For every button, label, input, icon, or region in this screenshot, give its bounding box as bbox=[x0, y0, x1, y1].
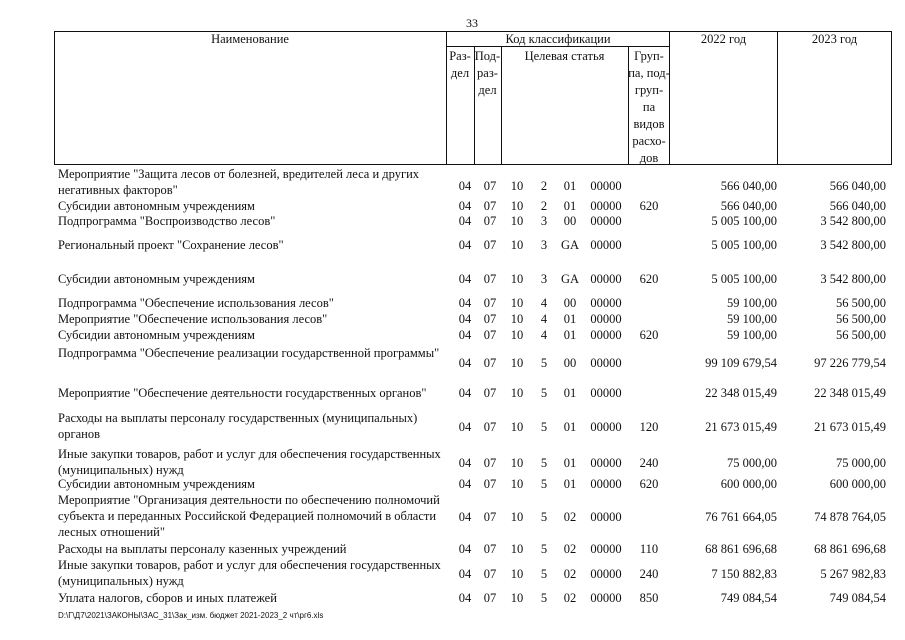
amount-2022-cell: 76 761 664,05 bbox=[705, 510, 777, 524]
amount-2023-cell: 3 542 800,00 bbox=[820, 238, 886, 252]
table-header bbox=[54, 31, 892, 165]
amount-2022-cell: 59 100,00 bbox=[727, 328, 777, 342]
target-direction-cell: 00000 bbox=[590, 510, 622, 524]
target-event-cell: 01 bbox=[563, 456, 577, 470]
target-event-cell: GA bbox=[560, 272, 580, 286]
target-direction-cell: 00000 bbox=[590, 214, 622, 228]
row-name: Региональный проект "Сохранение лесов" bbox=[58, 238, 284, 252]
row-name: Субсидии автономным учреждениям bbox=[58, 477, 255, 491]
podrazdel-cell: 07 bbox=[483, 542, 497, 556]
razdel-cell: 04 bbox=[458, 328, 472, 342]
table-row bbox=[0, 166, 905, 198]
target-direction-cell: 00000 bbox=[590, 272, 622, 286]
target-program-cell: 10 bbox=[510, 420, 524, 434]
amount-2023-cell: 75 000,00 bbox=[836, 456, 886, 470]
target-event-cell: GA bbox=[560, 238, 580, 252]
target-event-cell: 01 bbox=[563, 179, 577, 193]
target-program-cell: 10 bbox=[510, 179, 524, 193]
target-program-cell: 10 bbox=[510, 386, 524, 400]
target-subprogram-cell: 5 bbox=[540, 510, 548, 524]
amount-2022-cell: 5 005 100,00 bbox=[711, 214, 777, 228]
target-subprogram-cell: 4 bbox=[540, 312, 548, 326]
table-row bbox=[0, 345, 905, 377]
table-row bbox=[0, 271, 905, 287]
target-subprogram-cell: 4 bbox=[540, 328, 548, 342]
razdel-cell: 04 bbox=[458, 199, 472, 213]
expense-group-cell: 110 bbox=[639, 542, 659, 556]
target-program-cell: 10 bbox=[510, 567, 524, 581]
file-path-footer: D:\Г\Д7\2021\ЗАКОНЫ\ЗАС_31\Зак_изм. бюджет 2021-2023_2 чт\рг6.xls bbox=[58, 611, 324, 620]
target-event-cell: 01 bbox=[563, 420, 577, 434]
target-subprogram-cell: 5 bbox=[540, 542, 548, 556]
amount-2023-cell: 5 267 982,83 bbox=[820, 567, 886, 581]
target-subprogram-cell: 3 bbox=[540, 238, 548, 252]
expense-group-cell: 240 bbox=[639, 456, 659, 470]
razdel-cell: 04 bbox=[458, 456, 472, 470]
razdel-cell: 04 bbox=[458, 477, 472, 491]
razdel-cell: 04 bbox=[458, 591, 472, 605]
amount-2022-cell: 600 000,00 bbox=[720, 477, 777, 491]
podrazdel-cell: 07 bbox=[483, 477, 497, 491]
table-row bbox=[0, 385, 905, 401]
podrazdel-cell: 07 bbox=[483, 296, 497, 310]
target-program-cell: 10 bbox=[510, 214, 524, 228]
target-direction-cell: 00000 bbox=[590, 199, 622, 213]
target-program-cell: 10 bbox=[510, 296, 524, 310]
target-event-cell: 00 bbox=[563, 296, 577, 310]
table-row bbox=[0, 295, 905, 311]
podrazdel-cell: 07 bbox=[483, 510, 497, 524]
target-subprogram-cell: 2 bbox=[540, 199, 548, 213]
podrazdel-cell: 07 bbox=[483, 199, 497, 213]
table-row bbox=[0, 311, 905, 327]
target-event-cell: 00 bbox=[563, 356, 577, 370]
amount-2022-cell: 99 109 679,54 bbox=[705, 356, 777, 370]
target-direction-cell: 00000 bbox=[590, 456, 622, 470]
target-event-cell: 01 bbox=[563, 328, 577, 342]
target-subprogram-cell: 5 bbox=[540, 420, 548, 434]
expense-group-cell: 620 bbox=[639, 199, 659, 213]
table-row bbox=[0, 541, 905, 557]
header-name: Наименование bbox=[211, 32, 289, 46]
amount-2023-cell: 749 084,54 bbox=[829, 591, 886, 605]
target-subprogram-cell: 3 bbox=[540, 214, 548, 228]
razdel-cell: 04 bbox=[458, 542, 472, 556]
table-row bbox=[0, 198, 905, 214]
target-subprogram-cell: 5 bbox=[540, 356, 548, 370]
target-direction-cell: 00000 bbox=[590, 238, 622, 252]
header-podrazdel: Под- раз- дел bbox=[474, 49, 501, 97]
target-direction-cell: 00000 bbox=[590, 312, 622, 326]
target-subprogram-cell: 4 bbox=[540, 296, 548, 310]
row-name: Субсидии автономным учреждениям bbox=[58, 199, 255, 213]
page-number: 33 bbox=[466, 16, 478, 30]
row-name: Расходы на выплаты персоналу казенных учреждений bbox=[58, 542, 347, 556]
target-program-cell: 10 bbox=[510, 199, 524, 213]
target-direction-cell: 00000 bbox=[590, 542, 622, 556]
expense-group-cell: 620 bbox=[639, 328, 659, 342]
podrazdel-cell: 07 bbox=[483, 238, 497, 252]
razdel-cell: 04 bbox=[458, 179, 472, 193]
target-program-cell: 10 bbox=[510, 238, 524, 252]
table-row bbox=[0, 557, 905, 589]
target-direction-cell: 00000 bbox=[590, 420, 622, 434]
table-row bbox=[0, 492, 905, 540]
target-subprogram-cell: 5 bbox=[540, 477, 548, 491]
target-event-cell: 01 bbox=[563, 386, 577, 400]
row-name: Субсидии автономным учреждениям bbox=[58, 328, 255, 342]
table-row bbox=[0, 410, 905, 442]
podrazdel-cell: 07 bbox=[483, 272, 497, 286]
podrazdel-cell: 07 bbox=[483, 386, 497, 400]
target-direction-cell: 00000 bbox=[590, 356, 622, 370]
header-target: Целевая статья bbox=[524, 49, 605, 63]
row-name: Уплата налогов, сборов и иных платежей bbox=[58, 591, 277, 605]
target-subprogram-cell: 5 bbox=[540, 386, 548, 400]
table-row bbox=[0, 446, 905, 478]
target-direction-cell: 00000 bbox=[590, 477, 622, 491]
podrazdel-cell: 07 bbox=[483, 312, 497, 326]
target-direction-cell: 00000 bbox=[590, 296, 622, 310]
amount-2023-cell: 21 673 015,49 bbox=[814, 420, 886, 434]
row-name: Иные закупки товаров, работ и услуг для обеспечения государственных (муниципальных) нужд bbox=[58, 447, 441, 477]
amount-2022-cell: 566 040,00 bbox=[720, 179, 777, 193]
target-direction-cell: 00000 bbox=[590, 386, 622, 400]
table-row bbox=[0, 327, 905, 343]
target-program-cell: 10 bbox=[510, 312, 524, 326]
amount-2023-cell: 56 500,00 bbox=[836, 312, 886, 326]
expense-group-cell: 240 bbox=[639, 567, 659, 581]
row-name: Иные закупки товаров, работ и услуг для обеспечения государственных (муниципальных) нужд bbox=[58, 558, 441, 588]
expense-group-cell: 620 bbox=[639, 272, 659, 286]
header-classification: Код классификации bbox=[505, 32, 611, 46]
amount-2022-cell: 68 861 696,68 bbox=[705, 542, 777, 556]
target-direction-cell: 00000 bbox=[590, 591, 622, 605]
amount-2023-cell: 22 348 015,49 bbox=[814, 386, 886, 400]
header-bottom-line bbox=[54, 164, 892, 165]
razdel-cell: 04 bbox=[458, 386, 472, 400]
razdel-cell: 04 bbox=[458, 272, 472, 286]
target-program-cell: 10 bbox=[510, 591, 524, 605]
row-name: Подпрограмма "Воспроизводство лесов" bbox=[58, 214, 276, 228]
podrazdel-cell: 07 bbox=[483, 456, 497, 470]
table-row bbox=[0, 476, 905, 492]
target-event-cell: 01 bbox=[563, 199, 577, 213]
amount-2022-cell: 5 005 100,00 bbox=[711, 272, 777, 286]
target-program-cell: 10 bbox=[510, 456, 524, 470]
razdel-cell: 04 bbox=[458, 214, 472, 228]
target-direction-cell: 00000 bbox=[590, 328, 622, 342]
razdel-cell: 04 bbox=[458, 238, 472, 252]
row-name: Мероприятие "Организация деятельности по обеспечению полномочий субъекта и переданных Российской Федерацией полномочий в области лесных отношений" bbox=[58, 493, 440, 539]
target-subprogram-cell: 5 bbox=[540, 591, 548, 605]
razdel-cell: 04 bbox=[458, 296, 472, 310]
target-direction-cell: 00000 bbox=[590, 179, 622, 193]
header-divider-y1 bbox=[777, 31, 778, 165]
razdel-cell: 04 bbox=[458, 567, 472, 581]
amount-2022-cell: 59 100,00 bbox=[727, 312, 777, 326]
header-group: Груп- па, под- груп- па видов расхо- дов bbox=[628, 49, 670, 165]
amount-2022-cell: 7 150 882,83 bbox=[711, 567, 777, 581]
target-direction-cell: 00000 bbox=[590, 567, 622, 581]
row-name: Расходы на выплаты персоналу государственных (муниципальных) органов bbox=[58, 411, 418, 441]
podrazdel-cell: 07 bbox=[483, 356, 497, 370]
podrazdel-cell: 07 bbox=[483, 214, 497, 228]
amount-2022-cell: 75 000,00 bbox=[727, 456, 777, 470]
razdel-cell: 04 bbox=[458, 420, 472, 434]
razdel-cell: 04 bbox=[458, 312, 472, 326]
amount-2023-cell: 68 861 696,68 bbox=[814, 542, 886, 556]
expense-group-cell: 620 bbox=[639, 477, 659, 491]
target-event-cell: 02 bbox=[563, 542, 577, 556]
target-subprogram-cell: 5 bbox=[540, 567, 548, 581]
target-event-cell: 02 bbox=[563, 567, 577, 581]
target-event-cell: 00 bbox=[563, 214, 577, 228]
header-razdel: Раз- дел bbox=[449, 49, 471, 80]
row-name: Мероприятие "Обеспечение использования лесов" bbox=[58, 312, 328, 326]
row-name: Подпрограмма "Обеспечение использования лесов" bbox=[58, 296, 334, 310]
target-program-cell: 10 bbox=[510, 328, 524, 342]
header-right-line bbox=[891, 31, 892, 165]
amount-2023-cell: 600 000,00 bbox=[829, 477, 886, 491]
row-name: Субсидии автономным учреждениям bbox=[58, 272, 255, 286]
podrazdel-cell: 07 bbox=[483, 179, 497, 193]
amount-2023-cell: 56 500,00 bbox=[836, 296, 886, 310]
table-row bbox=[0, 213, 905, 229]
header-year-2023: 2023 год bbox=[811, 32, 858, 46]
razdel-cell: 04 bbox=[458, 356, 472, 370]
header-year-2022: 2022 год bbox=[700, 32, 747, 46]
amount-2023-cell: 56 500,00 bbox=[836, 328, 886, 342]
target-program-cell: 10 bbox=[510, 542, 524, 556]
target-program-cell: 10 bbox=[510, 510, 524, 524]
target-program-cell: 10 bbox=[510, 356, 524, 370]
amount-2022-cell: 749 084,54 bbox=[720, 591, 777, 605]
podrazdel-cell: 07 bbox=[483, 567, 497, 581]
expense-group-cell: 850 bbox=[639, 591, 659, 605]
podrazdel-cell: 07 bbox=[483, 328, 497, 342]
row-name: Мероприятие "Обеспечение деятельности государственных органов" bbox=[58, 386, 427, 400]
row-name: Подпрограмма "Обеспечение реализации государственной программы" bbox=[58, 346, 440, 360]
target-event-cell: 01 bbox=[563, 312, 577, 326]
amount-2023-cell: 97 226 779,54 bbox=[814, 356, 886, 370]
amount-2023-cell: 3 542 800,00 bbox=[820, 214, 886, 228]
target-subprogram-cell: 5 bbox=[540, 456, 548, 470]
amount-2022-cell: 566 040,00 bbox=[720, 199, 777, 213]
target-event-cell: 01 bbox=[563, 477, 577, 491]
target-program-cell: 10 bbox=[510, 477, 524, 491]
header-left-line bbox=[54, 31, 55, 165]
expense-group-cell: 120 bbox=[639, 420, 659, 434]
razdel-cell: 04 bbox=[458, 510, 472, 524]
target-subprogram-cell: 2 bbox=[540, 179, 548, 193]
target-event-cell: 02 bbox=[563, 591, 577, 605]
target-event-cell: 02 bbox=[563, 510, 577, 524]
amount-2023-cell: 566 040,00 bbox=[829, 179, 886, 193]
amount-2022-cell: 5 005 100,00 bbox=[711, 238, 777, 252]
amount-2023-cell: 3 542 800,00 bbox=[820, 272, 886, 286]
amount-2022-cell: 21 673 015,49 bbox=[705, 420, 777, 434]
podrazdel-cell: 07 bbox=[483, 420, 497, 434]
table-row bbox=[0, 237, 905, 253]
target-program-cell: 10 bbox=[510, 272, 524, 286]
table-row bbox=[0, 590, 905, 606]
amount-2022-cell: 59 100,00 bbox=[727, 296, 777, 310]
amount-2023-cell: 566 040,00 bbox=[829, 199, 886, 213]
row-name: Мероприятие "Защита лесов от болезней, вредителей леса и других негативных факторов" bbox=[58, 167, 420, 197]
target-subprogram-cell: 3 bbox=[540, 272, 548, 286]
podrazdel-cell: 07 bbox=[483, 591, 497, 605]
amount-2022-cell: 22 348 015,49 bbox=[705, 386, 777, 400]
amount-2023-cell: 74 878 764,05 bbox=[814, 510, 886, 524]
